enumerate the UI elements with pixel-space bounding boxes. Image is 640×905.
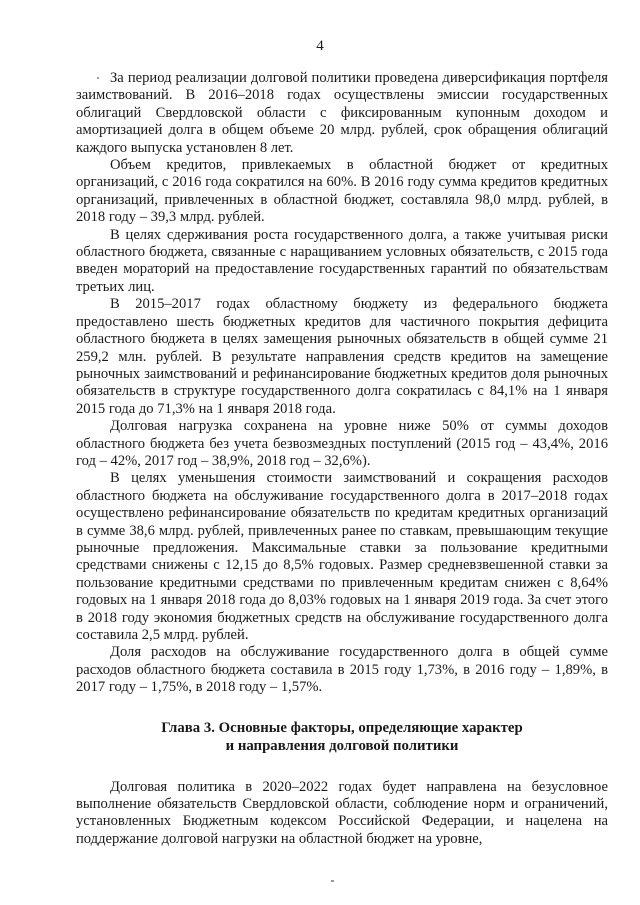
- paragraph-debt-load: Долговая нагрузка сохранена на уровне ниже 50% от суммы доходов областного бюджета без учета безвозмездных поступлений (2015 год – 43,4%, 2016 год – 42%, 2017 год – 38,9%, 2018 год – 32,6%).: [76, 418, 608, 469]
- scan-mark-bottom: [331, 880, 334, 882]
- paragraph-debt-policy-2020: Долговая политика в 2020–2022 годах будет направлена на безусловное выполнение обязательств Свердловской области, соблюдение норм и ограничений, установленных Бюджетным кодексом Российской Федерации, и нацелена на поддержание долговой нагрузки на областной бюджет на уровне,: [76, 778, 608, 847]
- paragraph-federal-credits: В 2015–2017 годах областному бюджету из федерального бюджета предоставлено шесть бюджетных кредитов для частичного покрытия дефицита областного бюджета в целях замещения рыночных обязательств в общей сумме 21 259,2 млн. рублей. В результате направления средств кредитов на замещение рыночных заимствований и рефинансирование бюджетных кредитов доля рыночных обязательств в структуре государственного долга сократилась с 84,1% на 1 января 2015 года до 71,3% на 1 января 2018 года.: [76, 296, 608, 417]
- paragraph-service-costs: Доля расходов на обслуживание государственного долга в общей сумме расходов областного бюджета составила в 2015 году 1,73%, в 2016 году – 1,89%, в 2017 году – 1,75%, в 2018 году – 1,57%.: [76, 644, 608, 696]
- document-body: [76, 70, 608, 848]
- paragraph-guarantee-moratorium: В целях сдерживания роста государственного долга, а также учитывая риски областного бюджета, связанные с наращиванием условных обязательств, с 2015 года введен мораторий на предоставление государственных гарантий по обязательствам третьих лиц.: [76, 226, 608, 295]
- paragraph-credit-volume: Объем кредитов, привлекаемых в областной бюджет от кредитных организаций, с 2016 года сократился на 60%. В 2016 году сумма кредитов кредитных организаций, привлеченных в областной бюджет, составляла 98,0 млрд. рублей, в 2018 году – 39,3 млрд. рублей.: [76, 157, 608, 226]
- chapter-heading: [76, 719, 608, 755]
- chapter-heading-line-2: и направления долговой политики: [225, 737, 459, 754]
- chapter-heading-line-1: Глава 3. Основные факторы, определяющие характер: [161, 719, 523, 736]
- paragraph-refinancing: В целях уменьшения стоимости заимствований и сокращения расходов областного бюджета на обслуживание государственного долга в 2017–2018 годах осуществлено рефинансирование обязательств по кредитам кредитных организаций в сумме 38,6 млрд. рублей, привлеченных ранее по ставкам, превышающим текущие рыночные предложения. Максимальные ставки за пользование кредитными средствами снижены с 12,15 до 8,5% годовых. Размер средневзвешенной ставки за пользование кредитными средствами по привлеченным кредитам снижен с 8,64% годовых на 1 января 2018 года до 8,03% годовых на 1 января 2019 года. За счет этого в 2018 году экономия бюджетных средств на обслуживание государственного долга составила 2,5 млрд. рублей.: [76, 470, 608, 643]
- page-number: 4: [316, 38, 324, 54]
- paragraph-diversification: За период реализации долговой политики проведена диверсификация портфеля заимствований. В 2016–2018 годах осуществлены эмиссии государственных облигаций Свердловской области с фиксированным купонным доходом и амортизацией долга в общем объеме 20 млрд. рублей, срок обращения облигаций каждого выпуска установлен 8 лет.: [76, 70, 608, 156]
